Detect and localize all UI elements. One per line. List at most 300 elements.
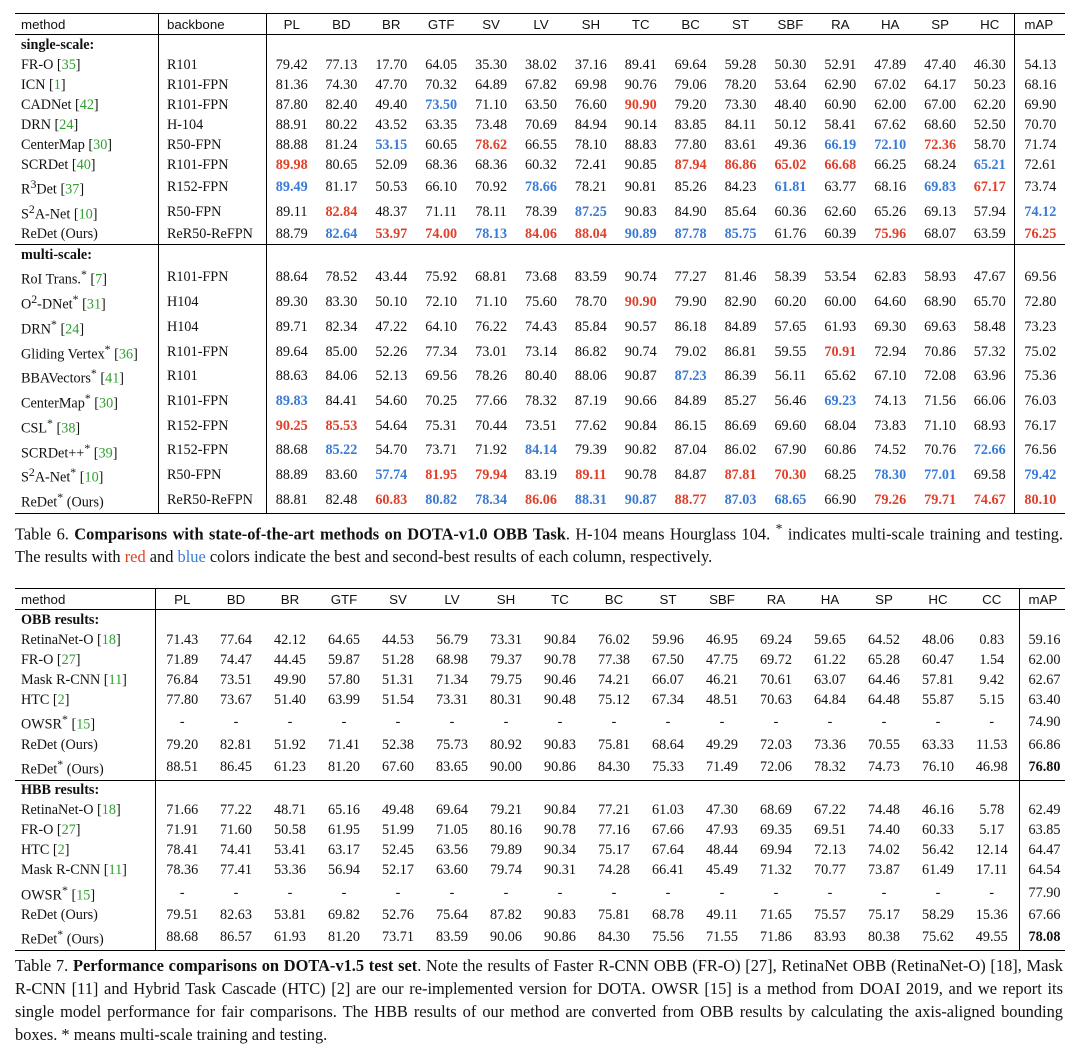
method-name: Det	[36, 181, 57, 198]
score-cell: 53.81	[274, 906, 306, 923]
score-cell: 77.27	[674, 269, 707, 286]
score-cell: 73.31	[490, 631, 522, 648]
method-cell: FR-O [27]	[21, 651, 81, 668]
method-cell: $S^2A$-Net [10]	[21, 201, 98, 223]
score-cell: 71.89	[155, 650, 209, 670]
table-row	[15, 841, 1065, 861]
score-cell: 58.48	[973, 318, 1006, 335]
method-name: A-Net	[34, 206, 71, 223]
score-cell: 77.16	[598, 822, 630, 839]
score-cell: 49.48	[382, 802, 414, 819]
method-name: FR-O	[21, 56, 54, 73]
empty-cell	[965, 780, 1019, 801]
score-cell: 73.51	[525, 417, 557, 434]
table-6-header	[15, 14, 1065, 35]
method-cell	[15, 905, 155, 925]
score-cell: 62.00	[874, 96, 907, 113]
score-cell: 47.89	[874, 56, 907, 73]
empty-cell	[566, 245, 616, 266]
method-name: ReDet	[21, 494, 58, 511]
score-cell: 56.79	[436, 631, 468, 648]
score-cell: 81.95	[425, 467, 458, 484]
score-cell: 79.37	[490, 651, 522, 668]
score-cell: 59.96	[652, 631, 684, 648]
backbone-cell: ReR50-ReFPN	[158, 488, 266, 513]
score-cell: 70.92	[475, 178, 508, 195]
score-cell: 69.72	[760, 651, 792, 668]
map-value: 54.13	[1015, 55, 1065, 75]
score-cell: 53.64	[774, 76, 807, 93]
score-cell: 75.81	[598, 906, 630, 923]
score-cell: 90.06	[479, 925, 533, 950]
score-cell: 62.60	[824, 203, 857, 220]
method-superscript: 2	[31, 292, 38, 307]
score-cell: 59.28	[724, 56, 757, 73]
score-cell: 86.86	[724, 156, 757, 173]
score-cell: 73.87	[868, 862, 900, 879]
score-cell: 71.11	[425, 203, 457, 220]
empty-cell	[316, 245, 366, 266]
score-cell: 78.32	[525, 393, 557, 409]
score-cell: 75.60	[525, 294, 557, 311]
score-cell: 66.19	[824, 136, 857, 153]
score-cell: 61.95	[328, 822, 360, 839]
score-cell: 86.69	[724, 417, 757, 434]
score-cell: 78.30	[874, 467, 907, 484]
map-value: 62.67	[1019, 670, 1065, 690]
map-value: 72.61	[1015, 155, 1065, 175]
score-cell: 72.13	[814, 842, 846, 859]
score-cell: 88.81	[267, 488, 317, 513]
score-cell: 75.33	[641, 755, 695, 780]
score-cell: 87.19	[574, 393, 607, 409]
citation-link: 18	[101, 631, 116, 648]
method-suffix: (Ours)	[63, 932, 104, 949]
empty-cell	[911, 780, 965, 801]
multiscale-star: *	[72, 292, 79, 307]
score-cell: 64.60	[874, 294, 907, 311]
score-cell: 77.80	[674, 136, 707, 153]
backbone-cell: R101-FPN	[158, 340, 266, 365]
backbone-cell: R101-FPN	[158, 95, 266, 115]
score-cell: 60.33	[922, 822, 954, 839]
table-row	[15, 861, 1065, 881]
score-cell: 52.17	[382, 862, 414, 879]
score-cell: 74.73	[857, 755, 911, 780]
score-cell: 88.68	[267, 439, 317, 464]
backbone-cell: R101-FPN	[158, 155, 266, 175]
score-cell: 90.84	[544, 631, 576, 648]
score-cell: 77.01	[924, 467, 957, 484]
column-header-map: mAP	[1019, 589, 1065, 610]
method-cell: DRN* [24]	[21, 316, 85, 338]
score-cell: 53.97	[366, 224, 416, 245]
score-cell: 80.31	[490, 691, 522, 708]
method-name: FR-O	[21, 822, 54, 839]
score-cell: 73.36	[814, 736, 846, 753]
score-cell: 70.30	[774, 467, 807, 484]
score-cell: 85.00	[325, 343, 358, 360]
empty-cell	[516, 245, 566, 266]
table-row	[15, 821, 1065, 841]
table-row	[15, 389, 1065, 414]
score-cell: 81.24	[325, 136, 358, 153]
method-name: OWSR	[21, 887, 62, 904]
method-name: -DNet	[37, 296, 73, 313]
score-cell: 50.53	[375, 178, 408, 195]
score-cell: 88.04	[566, 224, 616, 245]
empty-cell	[466, 245, 516, 266]
map-value: 59.16	[1019, 630, 1065, 650]
score-cell: -	[341, 884, 347, 901]
score-cell: 71.92	[475, 442, 508, 459]
score-cell: 69.30	[874, 318, 907, 335]
score-cell: 43.52	[375, 116, 408, 133]
score-cell: 63.77	[824, 178, 857, 195]
score-cell: 61.03	[652, 802, 684, 819]
score-cell: 9.42	[979, 671, 1005, 688]
column-header-sh: SH	[479, 589, 533, 610]
score-cell: 73.50	[425, 96, 458, 113]
score-cell: 59.65	[814, 631, 846, 648]
score-cell: 90.87	[624, 368, 657, 385]
column-header-ra: RA	[749, 589, 803, 610]
score-cell: 70.32	[425, 76, 458, 93]
score-cell: 79.26	[865, 488, 915, 513]
score-cell: 65.02	[774, 156, 807, 173]
score-cell: 63.99	[328, 691, 360, 708]
score-cell: -	[827, 884, 833, 901]
score-cell: 87.94	[674, 156, 707, 173]
score-cell: 90.83	[544, 736, 576, 753]
score-cell: 64.52	[868, 631, 900, 648]
method-name: Mask R-CNN	[21, 862, 101, 879]
method-cell: FR-O [35]	[21, 56, 81, 73]
score-cell: 86.45	[209, 755, 263, 780]
method-suffix: (Ours)	[63, 761, 104, 778]
table-row	[15, 905, 1065, 925]
method-name: Gliding Vertex	[21, 346, 105, 363]
score-cell: 63.07	[814, 671, 846, 688]
score-cell: 78.11	[475, 203, 507, 220]
score-cell: 57.74	[375, 467, 408, 484]
table-row	[15, 801, 1065, 821]
score-cell: 74.21	[598, 671, 630, 688]
score-cell: 75.62	[911, 925, 965, 950]
score-cell: 87.03	[716, 488, 766, 513]
score-cell: 69.94	[760, 842, 792, 859]
score-cell: 68.16	[874, 178, 907, 195]
score-cell: 78.10	[574, 136, 607, 153]
empty-cell	[209, 610, 263, 631]
method-name: Mask R-CNN	[21, 671, 101, 688]
score-cell: 47.22	[375, 318, 408, 335]
score-cell: 84.30	[587, 755, 641, 780]
score-cell: 48.37	[375, 203, 408, 220]
score-cell: 70.61	[760, 671, 792, 688]
column-header-br: BR	[366, 14, 416, 35]
score-cell: 69.63	[924, 318, 957, 335]
method-name: CADNet	[21, 96, 72, 113]
table-row	[15, 650, 1065, 670]
score-cell: 5.15	[979, 691, 1005, 708]
column-header-sv: SV	[466, 14, 516, 35]
method-name: DRN	[21, 116, 51, 133]
score-cell: 80.22	[325, 116, 358, 133]
score-cell: 81.46	[724, 269, 757, 286]
table-row	[15, 414, 1065, 439]
score-cell: 68.36	[425, 156, 458, 173]
score-cell: 78.41	[155, 841, 209, 861]
score-cell: 53.54	[824, 269, 857, 286]
score-cell: 63.50	[525, 96, 557, 113]
citation-link: 11	[108, 862, 123, 879]
table-row	[15, 290, 1065, 315]
score-cell: 63.56	[436, 842, 468, 859]
method-superscript: 2	[28, 465, 35, 480]
score-cell: -	[341, 714, 347, 731]
score-cell: 75.17	[868, 906, 900, 923]
method-name: ICN	[21, 76, 46, 93]
score-cell: 69.60	[774, 417, 807, 434]
score-cell: -	[989, 714, 995, 731]
score-cell: 68.36	[475, 156, 508, 173]
multiscale-star: *	[62, 712, 68, 727]
score-cell: 75.12	[598, 691, 630, 708]
score-cell: 68.24	[924, 156, 957, 173]
score-cell: 90.31	[544, 862, 576, 879]
empty-cell	[366, 245, 416, 266]
empty-cell	[641, 610, 695, 631]
score-cell: 46.16	[922, 802, 954, 819]
empty-cell	[749, 610, 803, 631]
column-header-gtf: GTF	[416, 14, 466, 35]
method-cell	[15, 925, 155, 950]
score-cell: 67.66	[652, 822, 684, 839]
score-cell: 75.81	[598, 736, 630, 753]
score-cell: 77.21	[598, 802, 630, 819]
map-value: 66.86	[1019, 735, 1065, 755]
empty-cell	[716, 245, 766, 266]
score-cell: 49.29	[706, 736, 738, 753]
method-cell: $O^2-DNet^*$ [31]	[21, 292, 106, 313]
score-cell: 78.20	[724, 76, 757, 93]
score-cell: 66.55	[525, 136, 557, 153]
table-row	[15, 735, 1065, 755]
score-cell: 75.64	[436, 906, 468, 923]
column-header-sh: SH	[566, 14, 616, 35]
multiscale-star: *	[57, 757, 64, 772]
score-cell: 84.89	[724, 318, 757, 335]
score-cell: 70.76	[924, 442, 957, 459]
citation-link: 2	[57, 842, 65, 859]
score-cell: 67.17	[973, 178, 1006, 195]
score-cell: -	[233, 884, 239, 901]
score-cell: 60.32	[525, 156, 557, 173]
score-cell: 73.01	[475, 343, 508, 360]
caption-title: Performance comparisons on DOTA-v1.5 test set	[72, 956, 418, 976]
score-cell: 79.51	[155, 905, 209, 925]
caption-label: Table 6.	[15, 524, 69, 544]
score-cell: 74.13	[874, 393, 907, 409]
score-cell: 90.78	[624, 467, 657, 484]
score-cell: 69.83	[924, 178, 957, 195]
score-cell: 74.52	[874, 442, 907, 459]
score-cell: 73.67	[220, 691, 252, 708]
column-header-hc: HC	[911, 589, 965, 610]
score-cell: -	[719, 884, 725, 901]
score-cell: 71.91	[155, 821, 209, 841]
score-cell: 67.34	[652, 691, 684, 708]
score-cell: 83.93	[803, 925, 857, 950]
empty-cell	[371, 780, 425, 801]
score-cell: 83.61	[724, 136, 757, 153]
column-header-pl: PL	[267, 14, 317, 35]
empty-cell	[803, 780, 857, 801]
multiscale-star: *	[70, 465, 77, 480]
empty-cell	[815, 245, 865, 266]
multiscale-star: *	[84, 391, 91, 406]
score-cell: -	[773, 714, 779, 731]
score-cell: 61.23	[263, 755, 317, 780]
group-label: HBB results:	[15, 780, 155, 801]
score-cell: 68.81	[475, 269, 508, 286]
score-cell: 84.06	[325, 368, 358, 385]
empty-cell	[155, 610, 209, 631]
map-value: 77.90	[1019, 881, 1065, 906]
score-cell: 44.45	[274, 651, 306, 668]
score-cell: 44.53	[382, 631, 414, 648]
empty-cell	[765, 245, 815, 266]
multiscale-star: *	[50, 316, 57, 331]
backbone-cell: R152-FPN	[158, 414, 266, 439]
score-cell: 74.28	[598, 862, 630, 879]
score-cell: 15.36	[975, 906, 1008, 923]
score-cell: 69.23	[824, 393, 857, 409]
score-cell: 52.50	[973, 116, 1006, 133]
table-row	[15, 75, 1065, 95]
score-cell: 35.30	[475, 56, 508, 73]
score-cell: 63.59	[965, 224, 1015, 245]
citation-link: 40	[76, 156, 91, 173]
score-cell: 71.65	[760, 906, 792, 923]
score-cell: 90.57	[624, 318, 657, 335]
score-cell: -	[557, 884, 563, 901]
score-cell: 80.38	[857, 925, 911, 950]
score-cell: 87.04	[674, 442, 707, 459]
score-cell: 74.30	[325, 76, 358, 93]
method-name: ReDet (Ours)	[21, 736, 98, 753]
score-cell: -	[611, 714, 617, 731]
score-cell: 90.78	[544, 822, 576, 839]
empty-cell	[533, 610, 587, 631]
score-cell: 46.98	[965, 755, 1019, 780]
empty-cell	[466, 35, 516, 56]
empty-cell	[965, 245, 1015, 266]
score-cell: 49.90	[274, 671, 306, 688]
score-cell: 42.12	[274, 631, 306, 648]
score-cell: 64.89	[475, 76, 508, 93]
empty-cell	[317, 610, 371, 631]
table-row	[15, 439, 1065, 464]
citation-link: 41	[105, 371, 120, 388]
table-row	[15, 265, 1065, 290]
table-row	[15, 55, 1065, 75]
column-header-lv: LV	[516, 14, 566, 35]
empty-cell	[479, 610, 533, 631]
score-cell: 89.64	[267, 340, 317, 365]
score-cell: 90.78	[544, 651, 576, 668]
score-cell: 73.83	[874, 417, 907, 434]
column-header-hc: HC	[965, 14, 1015, 35]
score-cell: 71.56	[924, 393, 957, 409]
group-label: single-scale:	[21, 36, 95, 53]
map-value: 68.16	[1015, 75, 1065, 95]
score-cell: 50.12	[774, 116, 807, 133]
map-value: 62.00	[1019, 650, 1065, 670]
method-name: BBAVectors	[21, 371, 91, 388]
backbone-cell: H104	[158, 290, 266, 315]
citation-link: 15	[76, 887, 91, 904]
score-cell: 47.75	[706, 651, 738, 668]
citation-link: 1	[53, 76, 61, 93]
score-cell: 84.94	[574, 116, 607, 133]
method-name: FR-O	[21, 651, 54, 668]
score-cell: -	[233, 714, 239, 731]
score-cell: 59.87	[328, 651, 360, 668]
score-cell: 69.64	[436, 802, 468, 819]
table-row	[15, 135, 1065, 155]
score-cell: 50.58	[274, 822, 306, 839]
score-cell: 58.39	[774, 269, 807, 286]
score-cell: 60.83	[366, 488, 416, 513]
score-cell: 75.56	[641, 925, 695, 950]
multiscale-star: *	[104, 341, 111, 356]
method-cell: HTC [2]	[21, 691, 70, 708]
method-cell: Gliding Vertex* [36]	[21, 341, 138, 363]
score-cell: 77.22	[220, 802, 252, 819]
empty-cell	[366, 35, 416, 56]
map-value: 75.02	[1015, 340, 1065, 365]
method-cell	[15, 488, 158, 513]
score-cell: 69.51	[814, 822, 846, 839]
table-6	[15, 13, 1065, 514]
score-cell: 66.10	[425, 178, 458, 195]
score-cell: 70.91	[824, 343, 857, 360]
score-cell: 56.46	[774, 393, 807, 409]
score-cell: 82.63	[220, 906, 252, 923]
column-header-sbf: SBF	[695, 589, 749, 610]
map-value: 64.47	[1019, 841, 1065, 861]
table-row	[15, 755, 1065, 780]
empty-cell	[371, 610, 425, 631]
column-header-backbone: backbone	[158, 14, 266, 35]
score-cell: 77.66	[475, 393, 508, 409]
score-cell: 62.20	[973, 96, 1006, 113]
score-cell: 57.65	[774, 318, 807, 335]
empty-cell	[533, 780, 587, 801]
empty-cell	[965, 35, 1015, 56]
method-cell: RoI Trans.* [7]	[21, 267, 107, 289]
score-cell: 84.90	[674, 203, 707, 220]
score-cell: 60.20	[774, 294, 807, 311]
score-cell: 75.92	[425, 269, 458, 286]
score-cell: 48.40	[774, 96, 807, 113]
score-cell: 72.10	[425, 294, 458, 311]
score-cell: 12.14	[975, 842, 1008, 859]
method-prefix: S	[21, 470, 29, 487]
table-row	[15, 155, 1065, 175]
